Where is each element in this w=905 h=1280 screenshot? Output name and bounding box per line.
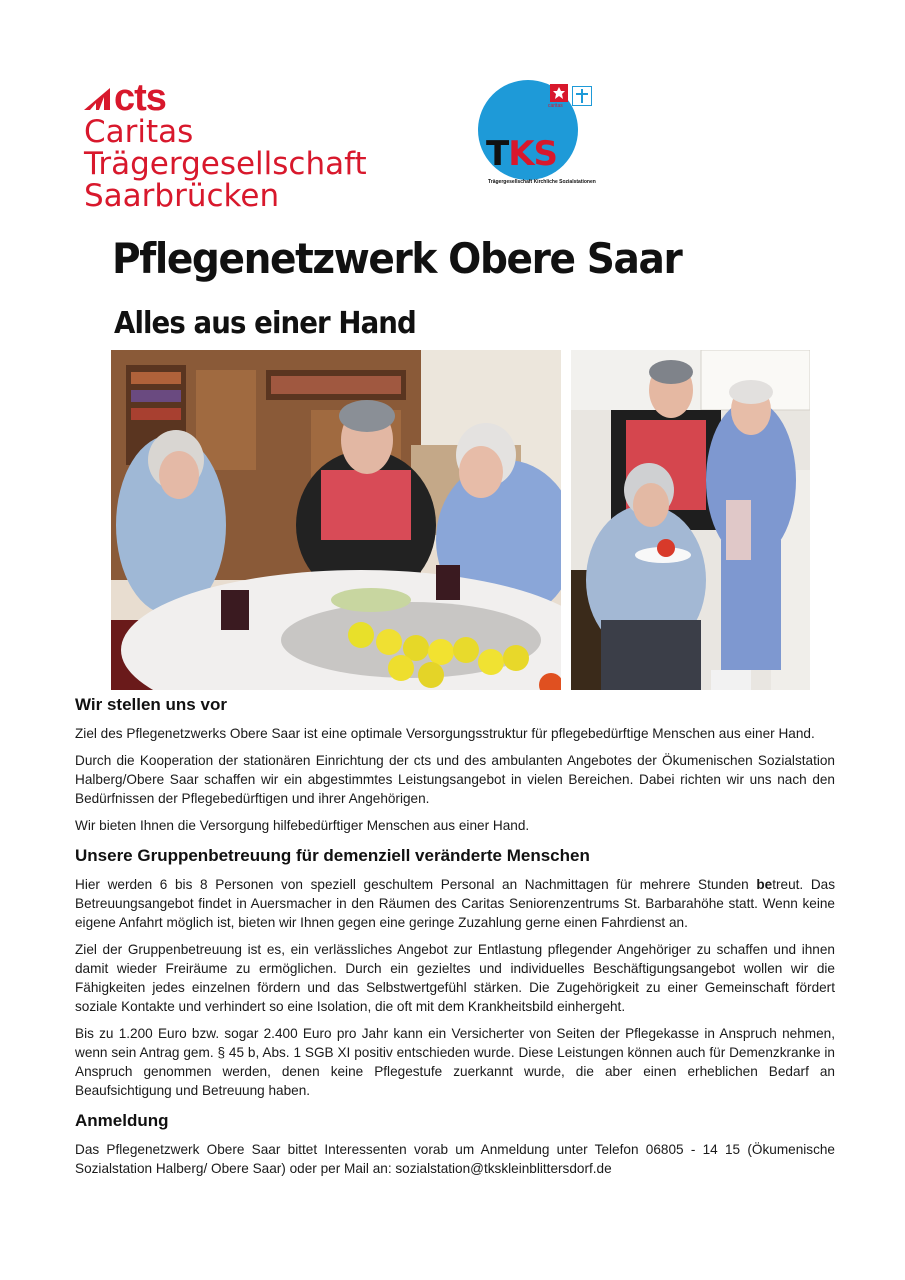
photo-kitchen [571,350,810,690]
intro-paragraph-2: Durch die Kooperation der stationären Einrichtung der cts und des ambulanten Angebotes der Ökumenischen Sozialstation Halberg/Obere Saar schaffen wir ein abgestimmtes Leistungsangebot in vielen Bereichen. Dabei richten wir uns nach den Bedürfnissen der Pflegebedürftigen und ihrer Angehörigen. [75,753,835,806]
cts-triangle-icon [84,84,112,112]
section-heading-group: Unsere Gruppenbetreuung für demenziell veränderte Menschen [75,846,590,865]
group-paragraph-3: Bis zu 1.200 Euro bzw. sogar 2.400 Euro pro Jahr kann ein Versicherter von Seiten der Pflegekasse in Anspruch nehmen, wenn sein Antrag gem. § 45 b, Abs. 1 SGB XI positiv entschieden wurde. Diese Leistungen können auch für Demenzkranke in Anspruch genommen werden, denen keine Pflegestufe zuerkannt wurde, die aber einen erheblichen Bedarf an Beaufsichtigung und Betreuung haben. [75,1026,835,1098]
caritas-flame-icon [550,84,568,102]
body-text [75,694,835,1178]
page-subtitle: Alles aus einer Hand [114,306,416,341]
page-title: Pflegenetzwerk Obere Saar [112,234,682,283]
cts-logo [84,77,404,214]
tks-logo [478,80,608,190]
tks-subtitle: Trägergesellschaft Kirchliche Sozialstationen [488,179,596,185]
intro-paragraph-3: Wir bieten Ihnen die Versorgung hilfebedürftiger Menschen aus einer Hand. [75,818,530,833]
cts-line-saarbruecken: Saarbrücken [84,178,280,214]
group-paragraph-1: Hier werden 6 bis 8 Personen von speziell geschultem Personal an Nachmittagen für mehrere Stunden betreut. Das Betreuungsangebot findet in Auersmacher in den Räumen des Caritas Seniorenzentrums St. Barbarahöhe statt. Wenn keine eigene Anfahrt möglich ist, bieten wir Ihnen gegen eine geringe Zuzahlung gerne einen Fahrdienst an. [75,877,835,930]
section-heading-intro: Wir stellen uns vor [75,695,227,714]
church-cross-icon [572,86,592,106]
cts-mark [84,77,404,119]
group-paragraph-2: Ziel der Gruppenbetreuung ist es, ein verlässliches Angebot zur Entlastung pflegender Angehöriger zu schaffen und ihnen damit wieder Freiräume zu ermöglichen. Durch ein gezieltes und individuelles Beschäftigungsangebot wollen wir die Fähigkeiten jedes einzelnen fördern und das Selbstwertgefühl stärken. Die Zugehörigkeit zu einer Gemeinschaft fördert soziale Kontakte und verhindert so eine Isolation, die oft mit dem Krankheitsbild einhergeht. [75,942,835,1014]
intro-paragraph-1: Ziel des Pflegenetzwerks Obere Saar ist eine optimale Versorgungsstruktur für pflegebedürftige Menschen aus einer Hand. [75,726,815,741]
cts-line-caritas: Caritas [84,114,194,150]
section-heading-registration: Anmeldung [75,1111,169,1130]
tks-lettermark: TKS [486,134,558,174]
photo-group-table [111,350,561,690]
cts-line-traeger: Trägergesellschaft [84,146,367,182]
registration-paragraph: Das Pflegenetzwerk Obere Saar bittet Interessenten vorab um Anmeldung unter Telefon 06805 - 14 15 (Ökumenische Sozialstation Halberg/ Obere Saar) oder per Mail an: sozialstation@tkskleinblittersdorf.de [75,1142,835,1176]
cts-wordmark: cts [114,77,166,119]
caritas-label: caritas [548,103,563,109]
